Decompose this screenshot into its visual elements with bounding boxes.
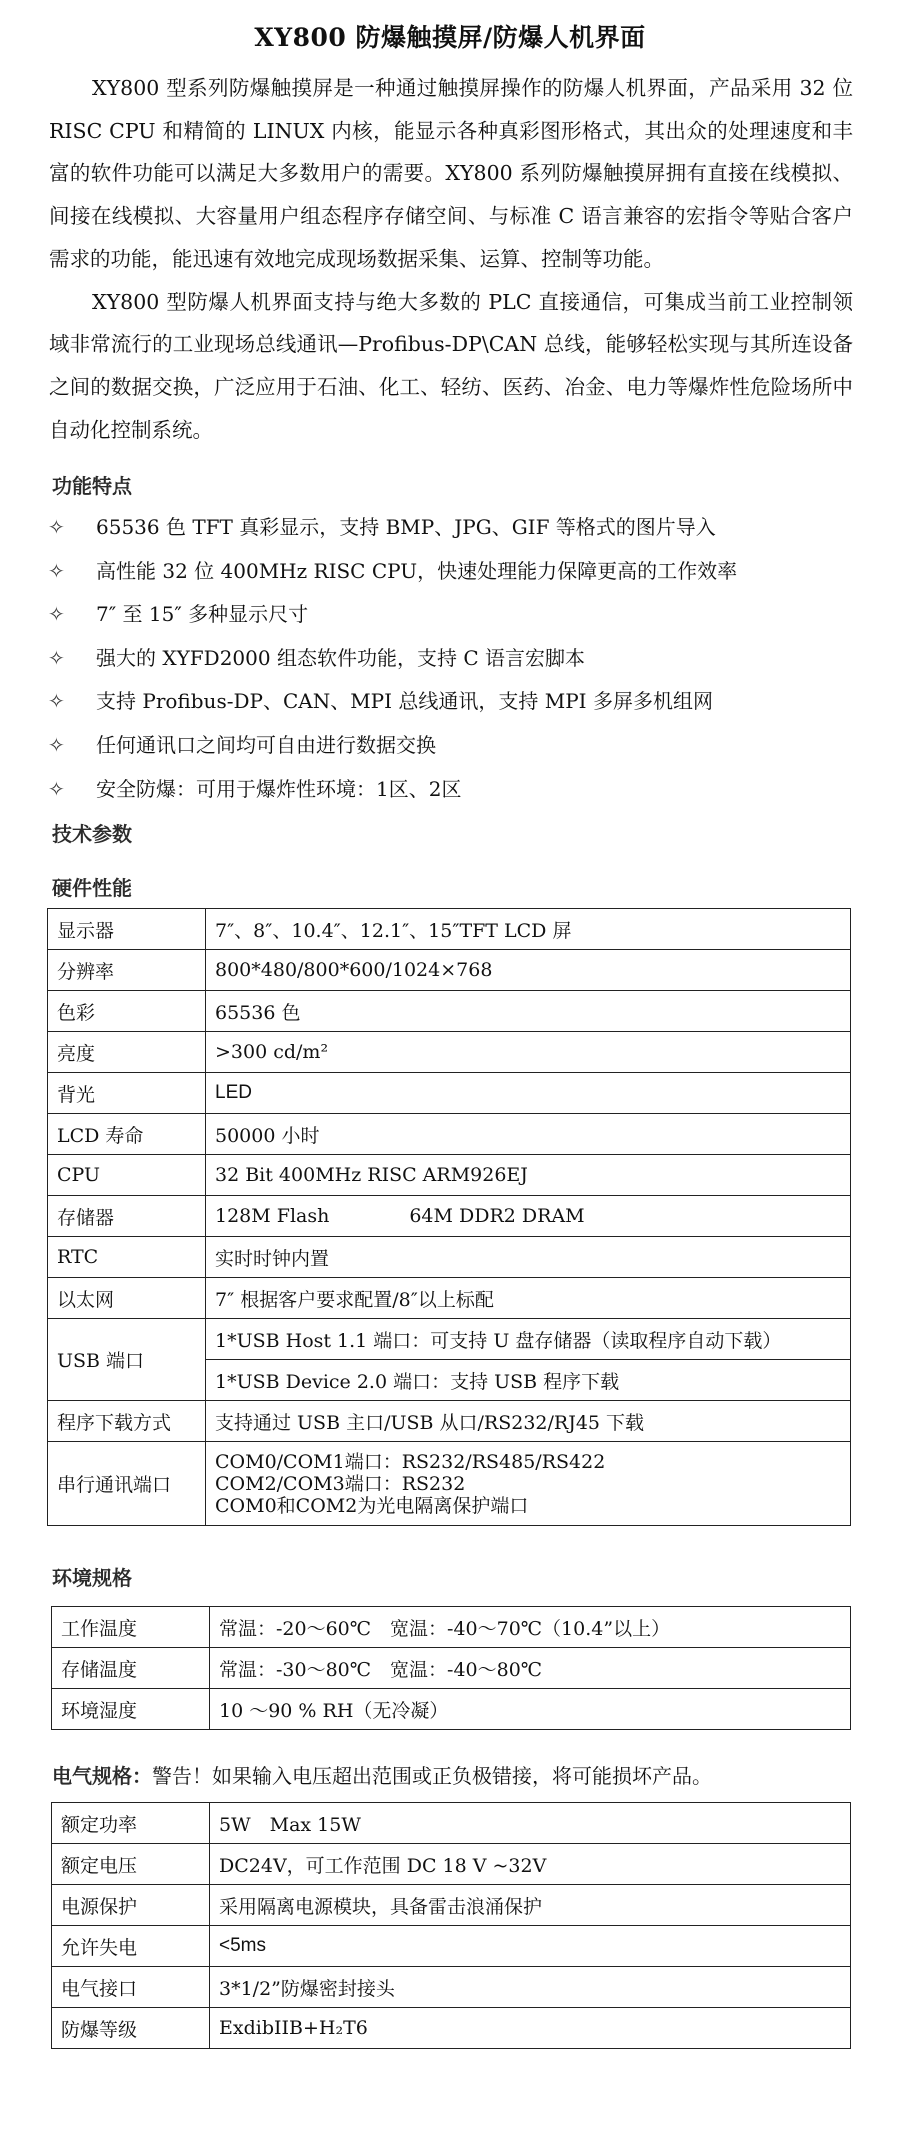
diamond-bullet-icon: ✧ [48,689,65,714]
table-cell: LCD 寿命 [48,1114,206,1155]
table-row [52,1967,851,2008]
table-row [52,1803,851,1844]
table-cell: 电气接口 [52,1967,210,2008]
table-row [48,1114,851,1155]
table-cell: CPU [48,1155,206,1196]
env-heading: 环境规格 [52,1566,132,1590]
table-cell: 串行通讯端口 [48,1442,206,1526]
table-row [52,1607,851,1648]
table-cell: 允许失电 [52,1926,210,1967]
serial-line: COM0/COM1端口：RS232/RS485/RS422 [215,1450,606,1473]
environment-table [51,1606,851,1730]
table-cell [206,1196,851,1237]
table-cell: 额定电压 [52,1844,210,1885]
table-cell: 实时时钟内置 [206,1237,851,1278]
table-row [48,1032,851,1073]
intro-paragraph: XY800 型系列防爆触摸屏是一种通过触摸屏操作的防爆人机界面，产品采用 32 位 RISC CPU 和精简的 LINUX 内核，能显示各种真彩图形格式，其出众的处理速度和丰富的软件功能可以满足大多数用户的需要。XY800 系列防爆触摸屏拥有直接在线模拟、间接在线模拟、大容量用户组态程序存储空间、与标准 C 语言兼容的宏指令等贴合客户需求的功能，能迅速有效地完成现场数据采集、运算、控制等功能。 [49,76,853,271]
table-cell: >300 cd/m² [206,1032,851,1073]
table-cell: 防爆等级 [52,2008,210,2049]
table-row [48,909,851,950]
table-cell: 背光 [48,1073,206,1114]
table-cell: 1*USB Device 2.0 端口：支持 USB 程序下载 [206,1360,851,1401]
list-item [48,593,868,637]
table-row [52,1648,851,1689]
list-item [48,724,868,768]
table-cell: <5ms [210,1926,851,1967]
table-cell: 1*USB Host 1.1 端口：可支持 U 盘存储器（读取程序自动下载） [206,1319,851,1360]
hardware-heading: 硬件性能 [52,876,132,900]
list-item [48,768,868,812]
tech-heading: 技术参数 [52,822,132,846]
table-cell: 常温：-30～80℃ 宽温：-40～80℃ [210,1648,851,1689]
table-cell: 显示器 [48,909,206,950]
warning-text: 警告！如果输入电压超出范围或正负极错接，将可能损坏产品。 [152,1764,712,1788]
list-item [48,506,868,550]
feature-text: 65536 色 TFT 真彩显示，支持 BMP、JPG、GIF 等格式的图片导入 [96,515,716,539]
diamond-bullet-icon: ✧ [48,602,65,627]
storage-dram: 64M DDR2 DRAM [409,1205,585,1227]
table-cell: RTC [48,1237,206,1278]
diamond-bullet-icon: ✧ [48,558,65,583]
table-cell: 环境湿度 [52,1689,210,1730]
intro-text [49,67,853,451]
table-cell: 7″ 根据客户要求配置/8″以上标配 [206,1278,851,1319]
page-title: XY800 防爆触摸屏/防爆人机界面 [254,23,646,52]
table-row [48,1196,851,1237]
feature-text: 高性能 32 位 400MHz RISC CPU，快速处理能力保障更高的工作效率 [96,558,738,583]
table-row [48,1401,851,1442]
diamond-bullet-icon: ✧ [48,732,65,757]
table-row [48,1319,851,1360]
table-cell: 亮度 [48,1032,206,1073]
table-row [48,1073,851,1114]
table-row [48,991,851,1032]
electrical-warning [52,1760,712,1789]
diamond-bullet-icon: ✧ [48,645,65,670]
feature-text: 7″ 至 15″ 多种显示尺寸 [96,602,309,627]
hardware-table [47,908,851,1526]
feature-text: 支持 Profibus-DP、CAN、MPI 总线通讯，支持 MPI 多屏多机组网 [96,689,713,714]
table-cell: 65536 色 [206,991,851,1032]
list-item [48,550,868,594]
table-cell: 常温：-20～60℃ 宽温：-40～70℃（10.4”以上） [210,1607,851,1648]
feature-text: 安全防爆：可用于爆炸性环境：1区、2区 [96,776,462,801]
table-cell: 7″、8″、10.4″、12.1″、15″TFT LCD 屏 [206,909,851,950]
table-row [52,1844,851,1885]
table-cell: 分辨率 [48,950,206,991]
table-cell: 工作温度 [52,1607,210,1648]
table-cell: DC24V，可工作范围 DC 18 V ~32V [210,1844,851,1885]
table-cell: 程序下载方式 [48,1401,206,1442]
serial-line: COM0和COM2为光电隔离保护端口 [215,1494,529,1517]
feature-list [48,506,868,811]
storage-flash: 128M Flash [215,1205,330,1227]
feature-text: 强大的 XYFD2000 组态软件功能，支持 C 语言宏脚本 [96,645,585,670]
table-row [52,1689,851,1730]
table-cell: LED [206,1073,851,1114]
table-cell: 存储器 [48,1196,206,1237]
electrical-heading: 电气规格： [52,1764,152,1788]
intro-paragraph: XY800 型防爆人机界面支持与绝大多数的 PLC 直接通信，可集成当前工业控制领域非常流行的工业现场总线通讯—Profibus-DP\CAN 总线，能够轻松实现与其所连设备之间的数据交换，广泛应用于石油、化工、轻纺、医药、冶金、电力等爆炸性危险场所中自动化控制系统。 [49,289,853,442]
serial-line: COM2/COM3端口：RS232 [215,1472,466,1495]
table-cell: ExdibIIB+H₂T6 [210,2008,851,2049]
feature-text: 任何通讯口之间均可自由进行数据交换 [96,732,436,757]
list-item [48,637,868,681]
features-heading: 功能特点 [52,474,132,498]
table-cell [206,1442,851,1526]
table-row [48,950,851,991]
table-cell: 采用隔离电源模块，具备雷击浪涌保护 [210,1885,851,1926]
table-cell: 5W Max 15W [210,1803,851,1844]
table-row [48,1278,851,1319]
table-cell: 3*1/2”防爆密封接头 [210,1967,851,2008]
table-cell: 10 ～90 % RH（无冷凝） [210,1689,851,1730]
table-cell: 以太网 [48,1278,206,1319]
table-cell: 额定功率 [52,1803,210,1844]
diamond-bullet-icon: ✧ [48,776,65,801]
diamond-bullet-icon: ✧ [48,515,65,539]
table-row [48,1237,851,1278]
table-cell: 800*480/800*600/1024×768 [206,950,851,991]
table-cell: USB 端口 [48,1319,206,1401]
table-row [48,1155,851,1196]
table-row [52,2008,851,2049]
table-cell: 支持通过 USB 主口/USB 从口/RS232/RJ45 下载 [206,1401,851,1442]
table-row [48,1442,851,1526]
table-cell: 50000 小时 [206,1114,851,1155]
list-item [48,680,868,724]
electrical-table [51,1802,851,2049]
table-cell: 电源保护 [52,1885,210,1926]
table-row [52,1926,851,1967]
table-cell: 32 Bit 400MHz RISC ARM926EJ [206,1155,851,1196]
table-cell: 色彩 [48,991,206,1032]
table-row [52,1885,851,1926]
table-cell: 存储温度 [52,1648,210,1689]
